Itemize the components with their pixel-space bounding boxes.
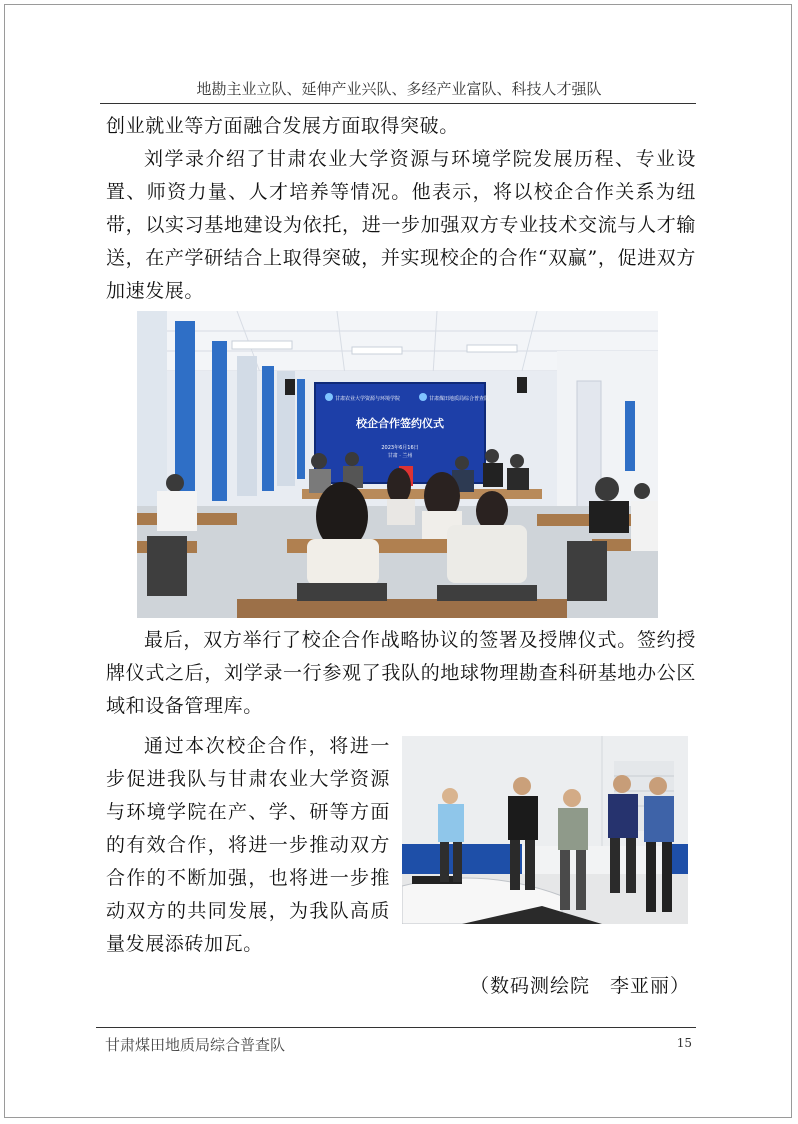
author-signature: （数码测绘院 李亚丽）: [469, 975, 690, 997]
footer-organization: 甘肃煤田地质局综合普查队: [105, 1036, 286, 1054]
signing-ceremony-photo: [137, 311, 658, 618]
screen-title: 校企合作签约仪式: [356, 417, 444, 430]
paragraph-4: 通过本次校企合作，将进一步促进我队与甘肃农业大学资源与环境学院在产、学、研等方面的有效合作，将进一步推动双方合作的不断加强，也将进一步推动双方的共同发展，为我队高质量发展添砖加瓦。: [106, 735, 390, 955]
screen-date: 2023年6月16日: [381, 445, 419, 451]
equipment-visit-photo: [402, 736, 688, 924]
page-number: 15: [676, 1036, 692, 1050]
screen-place: 甘肃 · 兰州: [387, 453, 413, 459]
paragraph-3: 最后，双方举行了校企合作战略协议的签署及授牌仪式。签约授牌仪式之后，刘学录一行参观了我队的地球物理勘查科研基地办公区域和设备管理库。: [106, 629, 696, 717]
header-rule: [100, 103, 696, 104]
screen-right-org: 甘肃煤田地质局综合普查队: [429, 396, 490, 402]
paragraph-1: 创业就业等方面融合发展方面取得突破。: [106, 115, 459, 137]
screen-left-org: 甘肃农业大学资源与环境学院: [335, 396, 401, 402]
paragraph-2: 刘学录介绍了甘肃农业大学资源与环境学院发展历程、专业设置、师资力量、人才培养等情况。他表示，将以校企合作关系为纽带，以实习基地建设为依托，进一步加强双方专业技术交流与人才输送，在产学研结合上取得突破，并实现校企的合作“双赢”，促进双方加速发展。: [106, 148, 696, 302]
running-header: 地勘主业立队、延伸产业兴队、多经产业富队、科技人才强队: [196, 80, 602, 98]
footer-rule: [96, 1027, 696, 1028]
